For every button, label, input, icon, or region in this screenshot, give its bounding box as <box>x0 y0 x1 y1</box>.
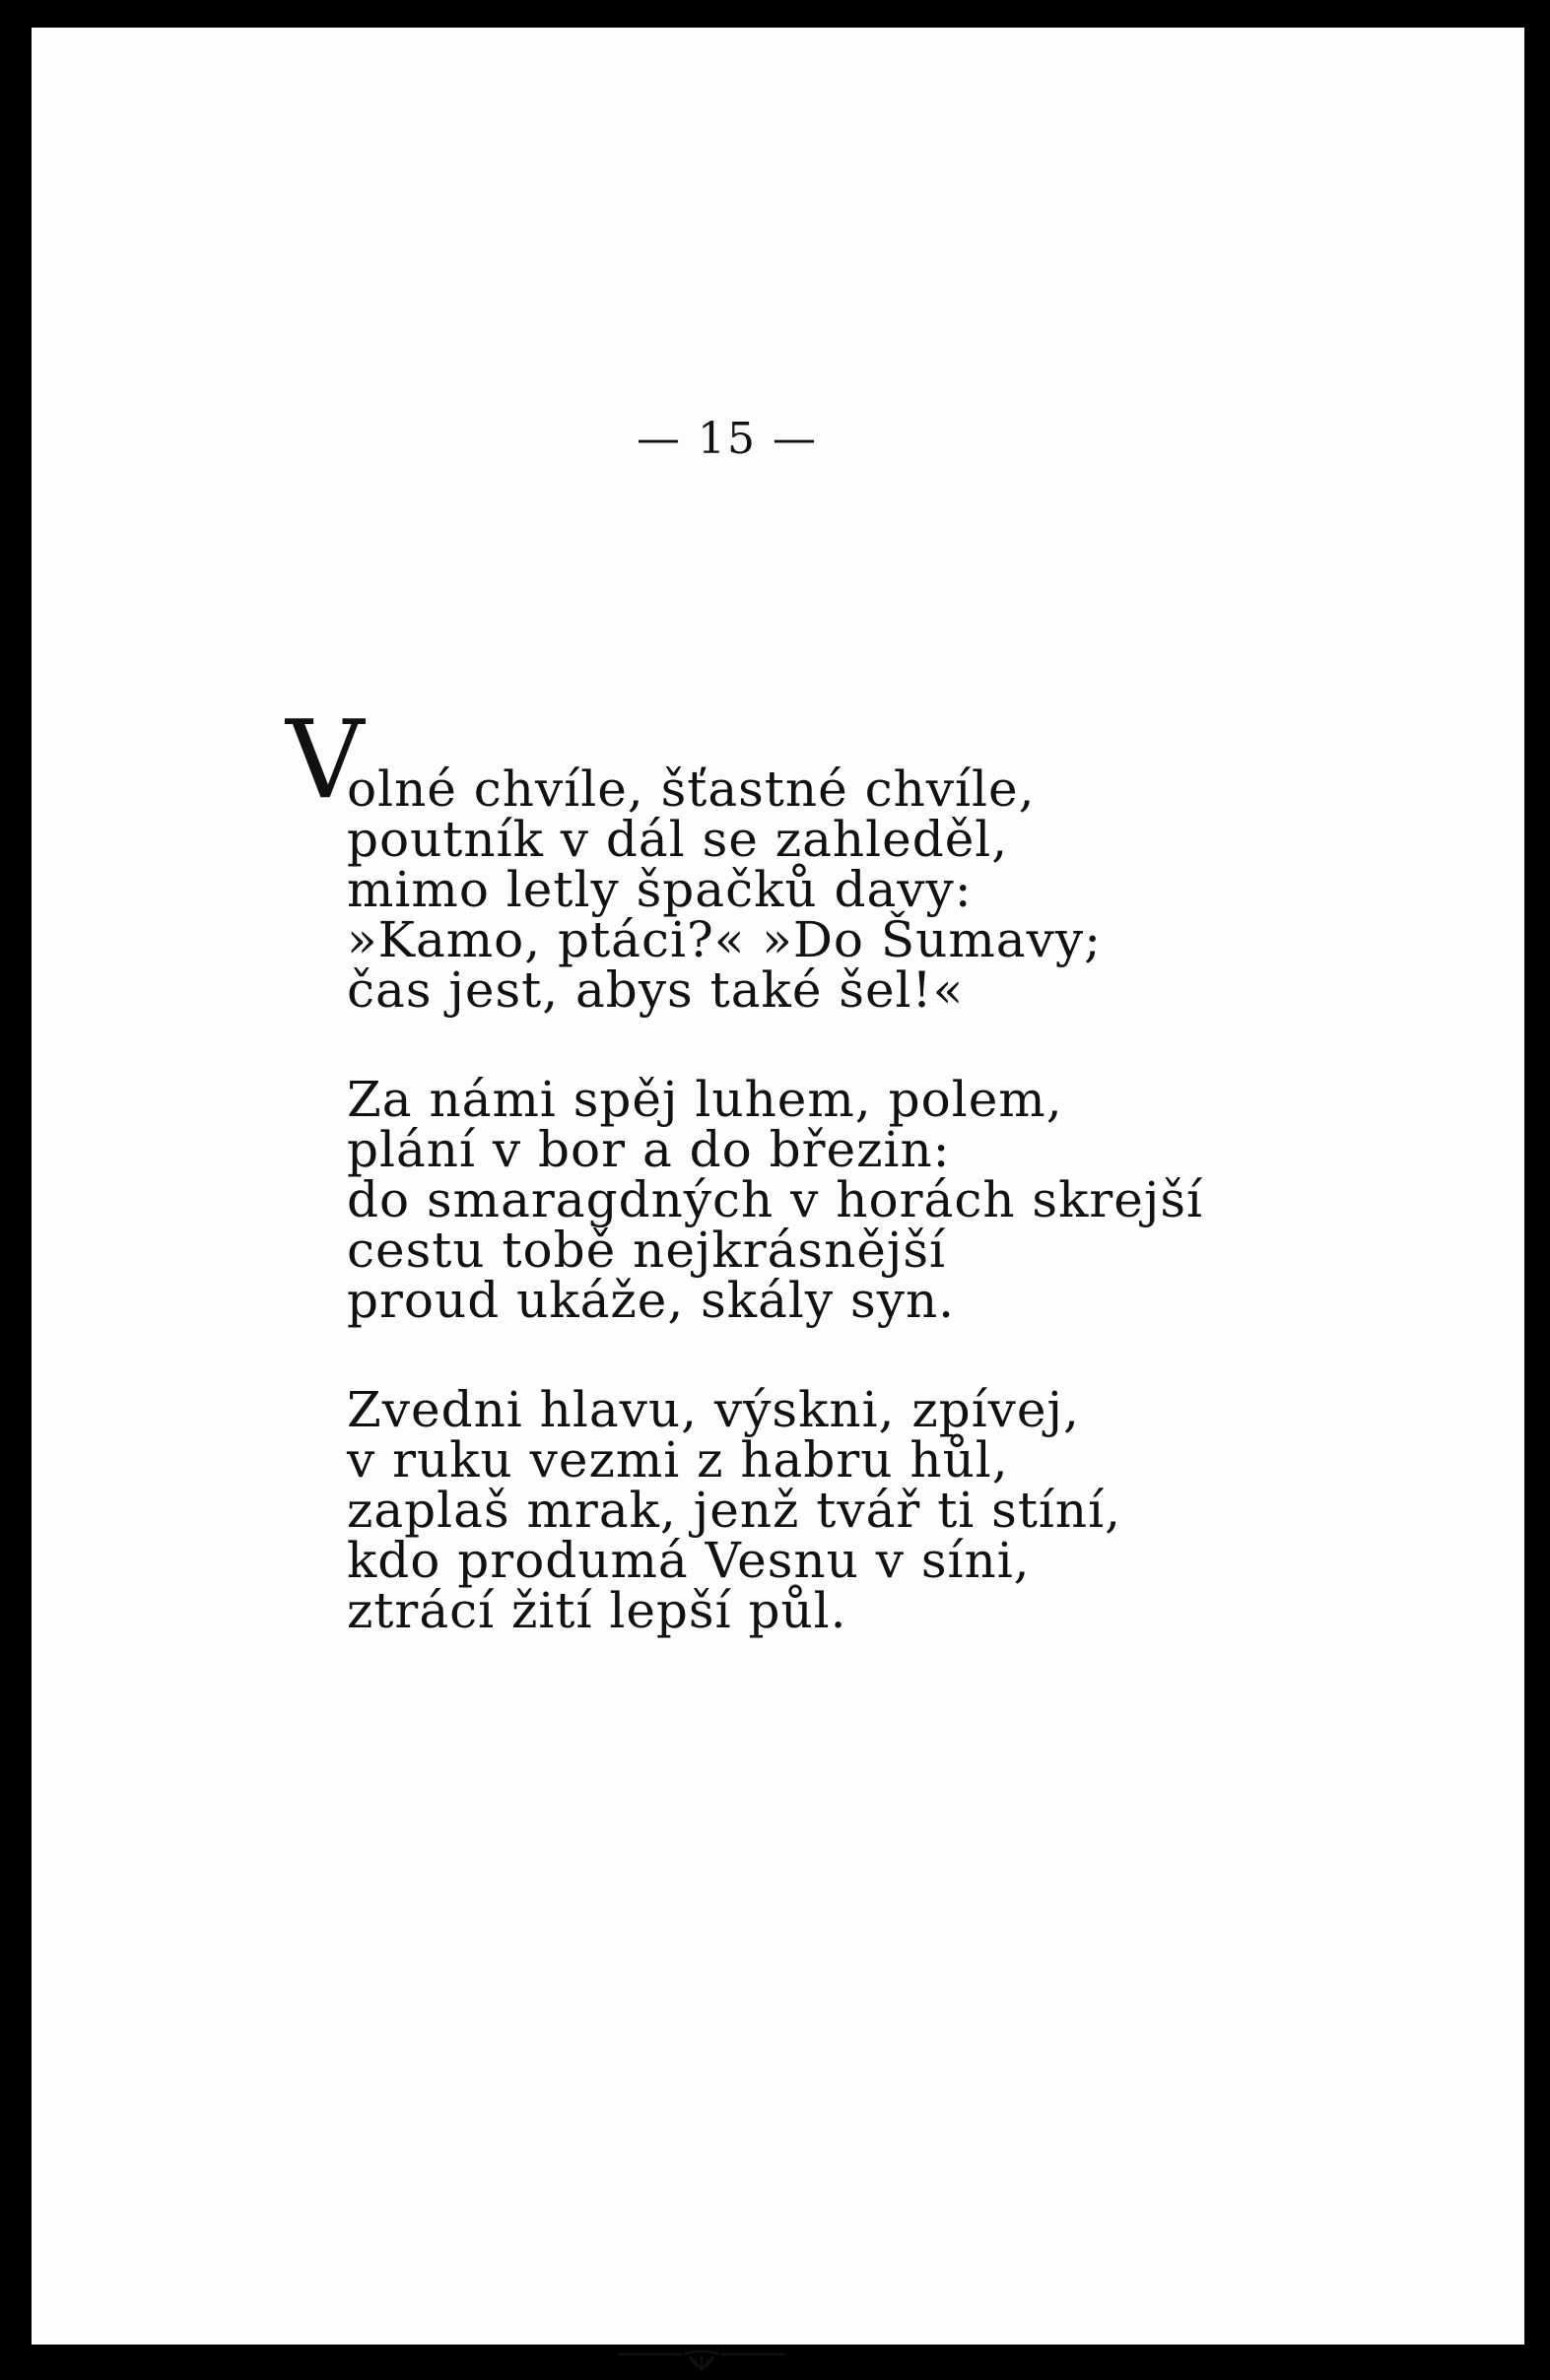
poem-line: mimo letly špačků davy: <box>347 861 973 918</box>
floral-vignette-icon <box>613 2341 790 2380</box>
page-number: — 15 — <box>637 414 818 464</box>
poem <box>286 696 1332 1695</box>
poem-line: Za námi spěj luhem, polem, <box>347 1071 1063 1128</box>
poem-line: kdo produmá Vesnu v síni, <box>347 1532 1031 1589</box>
stanza-3 <box>347 1381 1332 1639</box>
poem-line: olné chvíle, šťastné chvíle, <box>347 760 1036 818</box>
poem-line: ztrácí žití lepší půl. <box>347 1582 847 1639</box>
poem-line: zaplaš mrak, jenž tvář ti stíní, <box>347 1482 1122 1539</box>
poem-line: Zvedni hlavu, výskni, zpívej, <box>347 1381 1080 1438</box>
poem-line: »Kamo, ptáci?« »Do Šumavy; <box>347 911 1102 968</box>
poem-line: proud ukáže, skály syn. <box>347 1272 956 1329</box>
stanza-1 <box>347 760 1332 1019</box>
poem-line: v ruku vezmi z habru hůl, <box>347 1431 1009 1488</box>
book-page <box>32 28 1524 2345</box>
poem-line: cestu tobě nejkrásnější <box>347 1222 947 1279</box>
drop-cap-initial: V <box>286 696 365 823</box>
poem-line: čas jest, abys také šel!« <box>347 961 965 1019</box>
poem-line: do smaragdných v horách skrejší <box>347 1171 1204 1228</box>
poem-line: plání v bor a do březin: <box>347 1121 951 1178</box>
stanza-2 <box>347 1071 1332 1329</box>
poem-line: poutník v dál se zahleděl, <box>347 811 1009 868</box>
